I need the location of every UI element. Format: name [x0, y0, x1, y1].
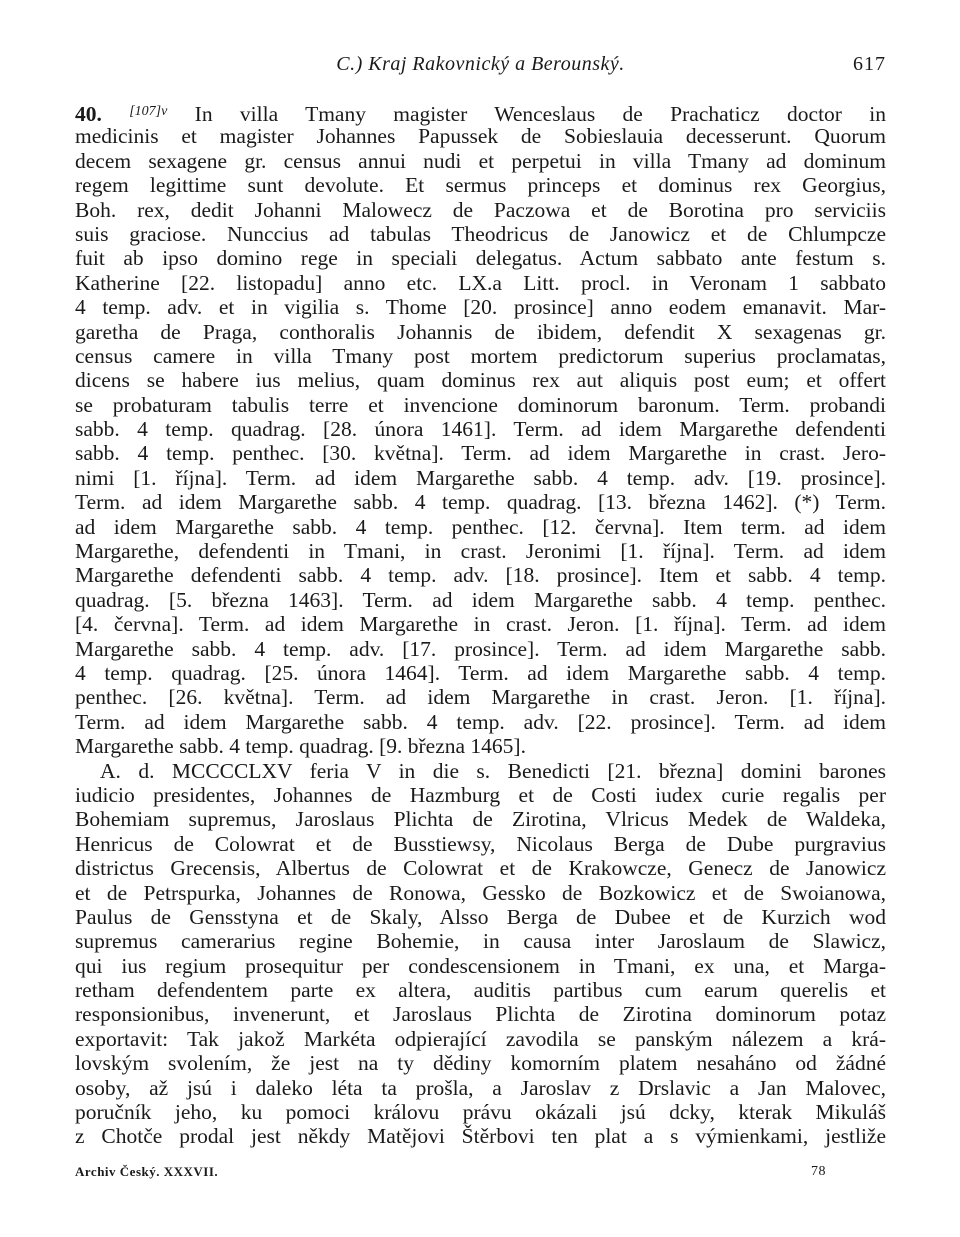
text-line: supremus camerarius regine Bohemie, in causa inter Jaroslaum de Slawicz,	[75, 929, 886, 954]
text-line: z Chotče prodal jest někdy Matějovi Štěrbovi ten plat a s výmienkami, jestliže	[75, 1124, 886, 1149]
text-line: Margarethe defendenti sabb. 4 temp. adv. [18. prosince]. Item et sabb. 4 temp.	[75, 563, 886, 588]
text-line: et de Petrspurka, Johannes de Ronowa, Gessko de Bozkowicz et de Swoianowa,	[75, 880, 886, 905]
running-head	[75, 53, 886, 81]
folio-reference: [107]v	[129, 104, 168, 119]
text-line: Henricus de Colowrat et de Busstiewsy, Nicolaus Berga de Dube purgravius	[75, 831, 886, 856]
text-line: Katherine [22. listopadu] anno etc. LX.a Litt. procl. in Veronam 1 sabbato	[75, 270, 886, 295]
text-line: iudicio presidentes, Johannes de Hazmburg et de Costi iudex curie regalis per	[75, 782, 886, 807]
footer-source: Archiv Český. XXXVII.	[75, 1164, 219, 1179]
text-line: se probaturam tabulis terre et invencione dominorum baronum. Term. probandi	[75, 392, 886, 417]
text-line: Bohemiam supremus, Jaroslaus Plichta de Zirotina, Vlricus Medek de Waldeka,	[75, 807, 886, 832]
entry-number: 40.	[75, 102, 102, 126]
text-line: fuit ab ipso domino rege in speciali delegatus. Actum sabbato ante festum s.	[75, 246, 886, 271]
text-line: Term. ad idem Margarethe sabb. 4 temp. adv. [22. prosince]. Term. ad idem	[75, 709, 886, 734]
page-number: 617	[853, 53, 886, 75]
text-line: districtus Grecensis, Albertus de Colowrat et de Krakowcze, Genecz de Janowicz	[75, 856, 886, 881]
text-line: poručník jeho, ku pomoci královu právu okázali jsú dcky, kterak Mikuláš	[75, 1100, 886, 1125]
text-line: dicens se habere ius melius, quam dominus rex aut aliquis post eum; et offert	[75, 368, 886, 393]
body-text	[75, 100, 886, 1149]
text-line: nimi [1. října]. Term. ad idem Margarethe sabb. 4 temp. adv. [19. prosince].	[75, 465, 886, 490]
text-line: sabb. 4 temp. penthec. [30. května]. Term. ad idem Margarethe in crast. Jero-	[75, 441, 886, 466]
text-line: Margarethe sabb. 4 temp. quadrag. [9. března 1465].	[75, 734, 526, 759]
text-line: 4 temp. quadrag. [25. února 1464]. Term. ad idem Margarethe sabb. 4 temp.	[75, 660, 886, 685]
paragraph-start-line: A. d. MCCCCLXV feria V in die s. Benedicti [21. března] domini barones	[100, 758, 886, 783]
text-line: ad idem Margarethe sabb. 4 temp. penthec. [12. června]. Item term. ad idem	[75, 514, 886, 539]
text-line: suis graciose. Nunccius ad tabulas Theodricus de Janowicz et de Chlumpcze	[75, 221, 886, 246]
text-line: regem legittime sunt devolute. Et sermus princeps et dominus rex Georgius,	[75, 173, 886, 198]
text-line: Boh. rex, dedit Johanni Malowecz de Paczowa et de Borotina pro serviciis	[75, 197, 886, 222]
text-line: garetha de Praga, conthoralis Johannis de ibidem, defendit X sexagenas gr.	[75, 319, 886, 344]
text-line: responsionibus, invenerunt, et Jaroslaus Plichta de Zirotina dominorum potaz	[75, 1002, 886, 1027]
text-line: exportavit: Tak jakož Markéta odpierající zavodila se panským nálezem a krá-	[75, 1026, 886, 1051]
text-line: Margarethe sabb. 4 temp. adv. [17. prosince]. Term. ad idem Margarethe sabb.	[75, 636, 886, 661]
text-line: 4 temp. adv. et in vigilia s. Thome [20. prosince] anno eodem emanavit. Mar-	[75, 295, 886, 320]
text-line: retham defendentem parte ex altera, auditis partibus cum earum querelis et	[75, 978, 886, 1003]
text-line: lovským svolením, že jest na ty dědiny komorním platem nesaháno od žádné	[75, 1051, 886, 1076]
text-line: qui ius regium prosequitur per condescensionem in Tmani, ex una, et Marga-	[75, 953, 886, 978]
text-line: Term. ad idem Margarethe sabb. 4 temp. quadrag. [13. března 1462]. (*) Term.	[75, 490, 886, 515]
text-line: Margarethe, defendenti in Tmani, in crast. Jeronimi [1. října]. Term. ad idem	[75, 539, 886, 564]
text-line: osoby, až jsú i daleko léta ta prošla, a Jaroslav z Drslavic a Jan Malovec,	[75, 1075, 886, 1100]
text-line: sabb. 4 temp. quadrag. [28. února 1461]. Term. ad idem Margarethe defendenti	[75, 417, 886, 442]
text-line: 40. $^{[107]v}$ In villa Tmany magister Wenceslaus de Prachaticz doctor in	[75, 102, 887, 126]
text-line: medicinis et magister Johannes Papussek de Sobieslauia decesserunt. Quorum	[75, 124, 886, 149]
text-line: census camere in villa Tmany post mortem predictorum superius proclamatas,	[75, 343, 886, 368]
text-line: decem sexagene gr. census annui nudi et perpetui in villa Tmany ad dominum	[75, 148, 886, 173]
text-line: Paulus de Gensstyna et de Skaly, Alsso Berga de Dubee et de Kurzich wod	[75, 904, 886, 929]
text-line: penthec. [26. května]. Term. ad idem Margarethe in crast. Jeron. [1. října].	[75, 685, 886, 710]
page-footer	[75, 1164, 886, 1184]
running-title: C.) Kraj Rakovnický a Berounský.	[336, 53, 625, 75]
text-line: quadrag. [5. března 1463]. Term. ad idem Margarethe sabb. 4 temp. penthec.	[75, 587, 886, 612]
signature-mark: 78	[811, 1164, 826, 1179]
text-line: [4. června]. Term. ad idem Margarethe in crast. Jeron. [1. října]. Term. ad idem	[75, 612, 886, 637]
